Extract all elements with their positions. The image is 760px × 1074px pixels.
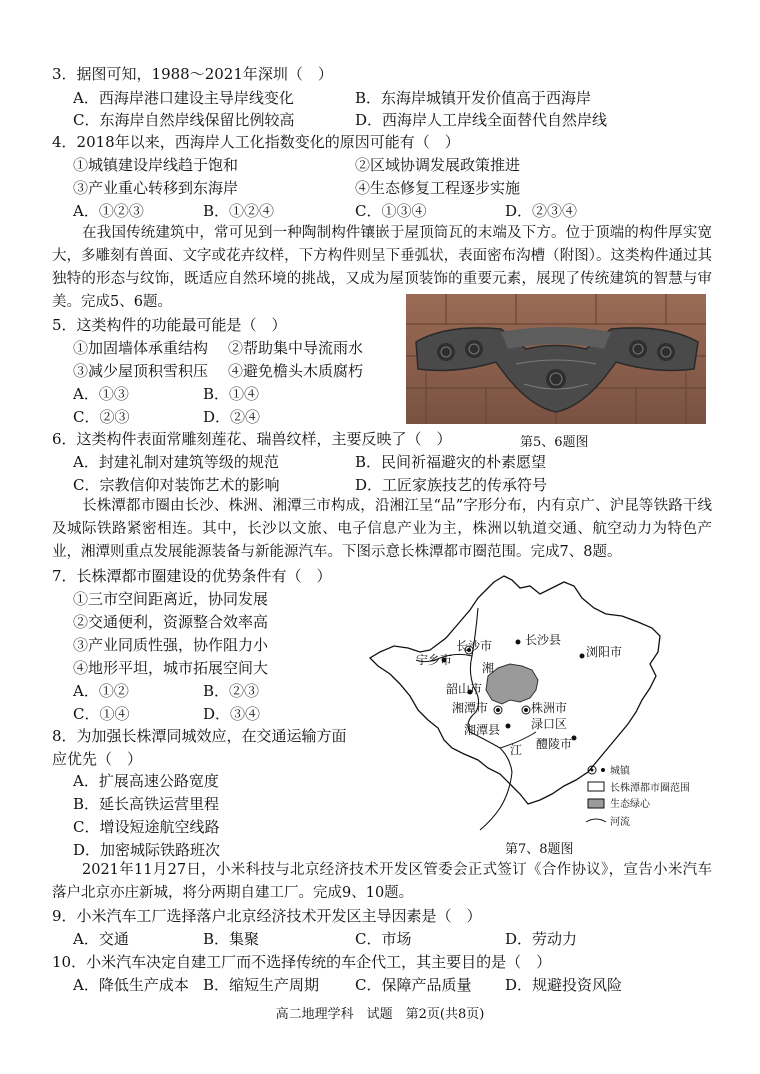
q5-statement-2: ②帮助集中导流雨水 bbox=[228, 339, 364, 357]
q4-statement-4: ④生态修复工程逐步实施 bbox=[355, 179, 521, 197]
q3-stem: 3．据图可知，1988～2021年深圳（ ） bbox=[52, 65, 333, 83]
figure-5-6-caption: 第5、6题图 bbox=[520, 435, 589, 450]
q7-statement-3: ③产业同质性强，协作阻力小 bbox=[73, 636, 269, 654]
q7-option-c: C．①④ bbox=[73, 705, 130, 723]
label-xiang: 湘 bbox=[482, 661, 495, 675]
q4-statement-1: ①城镇建设岸线趋于饱和 bbox=[73, 156, 239, 174]
label-changsha-shi: 长沙市 bbox=[456, 639, 493, 653]
q10-option-a: A．降低生产成本 bbox=[73, 976, 189, 994]
q10-option-b: B．缩短生产周期 bbox=[203, 976, 320, 994]
q5-option-c: C．②③ bbox=[73, 408, 130, 426]
changzhutan-map bbox=[360, 572, 712, 834]
label-liling: 醴陵市 bbox=[536, 737, 573, 751]
q4-stem: 4．2018年以来，西海岸人工化指数变化的原因可能有（ ） bbox=[52, 133, 460, 151]
label-zhuzhou-shi: 株洲市 bbox=[531, 701, 568, 715]
q3-option-c: C．东海岸自然岸线保留比例较高 bbox=[73, 111, 295, 129]
label-jiang: 江 bbox=[510, 743, 523, 757]
q6-stem: 6．这类构件表面常雕刻莲花、瑞兽纹样，主要反映了（ ） bbox=[52, 430, 452, 448]
q4-option-a: A．①②③ bbox=[73, 202, 144, 220]
q10-option-d: D．规避投资风险 bbox=[505, 976, 623, 994]
label-lukou: 渌口区 bbox=[531, 717, 568, 731]
q8-stem-line2: 应优先（ ） bbox=[52, 750, 143, 768]
map-legend bbox=[586, 764, 690, 828]
q5-statement-4: ④避免檐头木质腐朽 bbox=[228, 362, 364, 380]
q4-statement-3: ③产业重心转移到东海岸 bbox=[73, 179, 239, 197]
q5-option-b: B．①④ bbox=[203, 385, 260, 403]
q6-option-b: B．民间祈福避灾的朴素愿望 bbox=[355, 453, 547, 471]
q6-option-d: D．工匠家族技艺的传承符号 bbox=[355, 476, 548, 494]
q7-option-b: B．②③ bbox=[203, 682, 260, 700]
q5-option-d: D．②④ bbox=[203, 408, 261, 426]
q6-option-a: A．封建礼制对建筑等级的规范 bbox=[73, 453, 279, 471]
q5-stem: 5．这类构件的功能最可能是（ ） bbox=[52, 316, 287, 334]
q5-statement-3: ③减少屋顶积雪积压 bbox=[73, 362, 209, 380]
q4-option-b: B．①②④ bbox=[203, 202, 275, 220]
q10-option-c: C．保障产品质量 bbox=[355, 976, 472, 994]
q8-option-d: D．加密城际铁路班次 bbox=[73, 841, 221, 859]
q9-option-c: C．市场 bbox=[355, 930, 412, 948]
q8-option-a: A．扩展高速公路宽度 bbox=[73, 772, 219, 790]
legend-boundary: 长株潭都市圈范围 bbox=[610, 783, 690, 794]
q7-statement-4: ④地形平坦，城市拓展空间大 bbox=[73, 659, 269, 677]
q9-stem: 9．小米汽车工厂选择落户北京经济技术开发区主导因素是（ ） bbox=[52, 907, 482, 925]
q4-statement-2: ②区域协调发展政策推进 bbox=[355, 156, 521, 174]
q3-option-d: D．西海岸人工岸线全面替代自然岸线 bbox=[355, 111, 608, 129]
q7-option-d: D．③④ bbox=[203, 705, 261, 723]
legend-green-heart: 生态绿心 bbox=[610, 799, 650, 810]
q4-option-d: D．②③④ bbox=[505, 202, 578, 220]
q7-statement-1: ①三市空间距离近，协同发展 bbox=[73, 590, 269, 608]
label-liuyang: 浏阳市 bbox=[586, 645, 623, 659]
label-shaoshan: 韶山市 bbox=[446, 682, 483, 696]
q8-option-c: C．增设短途航空线路 bbox=[73, 818, 220, 836]
q9-option-b: B．集聚 bbox=[203, 930, 260, 948]
q6-option-c: C．宗教信仰对装饰艺术的影响 bbox=[73, 476, 280, 494]
q4-option-c: C．①③④ bbox=[355, 202, 427, 220]
legend-town: 城镇 bbox=[610, 766, 630, 777]
q7-option-a: A．①② bbox=[73, 682, 129, 700]
label-ningxiang: 宁乡市 bbox=[416, 653, 453, 667]
q10-stem: 10．小米汽车决定自建工厂而不选择传统的车企代工，其主要目的是（ ） bbox=[52, 953, 552, 971]
page-footer: 高二地理学科 试题 第2页(共8页) bbox=[275, 1007, 485, 1022]
passage-9-10: 2021年11月27日，小米科技与北京经济技术开发区管委会正式签订《合作协议》，宣告小米汽车落户北京亦庄新城，将分两期自建工厂。完成9、10题。 bbox=[52, 862, 712, 901]
label-changsha-xian: 长沙县 bbox=[525, 633, 562, 647]
label-xiangtan-xian: 湘潭县 bbox=[464, 723, 501, 737]
q5-statement-1: ①加固墙体承重结构 bbox=[73, 339, 209, 357]
q9-option-a: A．交通 bbox=[73, 930, 129, 948]
q3-option-b: B．东海岸城镇开发价值高于西海岸 bbox=[355, 89, 592, 107]
figure-7-8-caption: 第7、8题图 bbox=[505, 842, 574, 857]
label-xiangtan-shi: 湘潭市 bbox=[452, 701, 489, 715]
legend-river: 河流 bbox=[610, 817, 630, 828]
tile-end-photo bbox=[406, 294, 706, 424]
q8-option-b: B．延长高铁运营里程 bbox=[73, 795, 220, 813]
q7-stem: 7．长株潭都市圈建设的优势条件有（ ） bbox=[52, 567, 332, 585]
q7-statement-2: ②交通便利，资源整合效率高 bbox=[73, 613, 269, 631]
q3-option-a: A．西海岸港口建设主导岸线变化 bbox=[73, 89, 294, 107]
passage-5-6: 在我国传统建筑中，常可见到一种陶制构件镶嵌于屋顶筒瓦的末端及下方。位于顶端的构件厚实宽大，多雕刻有兽面、文字或花卉纹样，下方构件则呈下垂弧状，表面密布沟槽（附图）。这类构件通过其独特的形态与纹饰，既适应自然环境的挑战，又成为屋顶装饰的重要元素，展现了传统建筑的智慧与审美。完成5、6题。 bbox=[52, 225, 712, 310]
passage-7-8: 长株潭都市圈由长沙、株洲、湘潭三市构成，沿湘江呈“品”字形分布，内有京广、沪昆等铁路干线及城际铁路紧密相连。其中，长沙以文旅、电子信息产业为主，株洲以轨道交通、航空动力为特色产业，湘潭则重点发展能源装备与新能源汽车。下图示意长株潭都市圈范围。完成7、8题。 bbox=[52, 498, 712, 560]
q5-option-a: A．①③ bbox=[73, 385, 129, 403]
q8-stem-line1: 8．为加强长株潭同城效应，在交通运输方面 bbox=[52, 727, 347, 745]
q9-option-d: D．劳动力 bbox=[505, 930, 578, 948]
